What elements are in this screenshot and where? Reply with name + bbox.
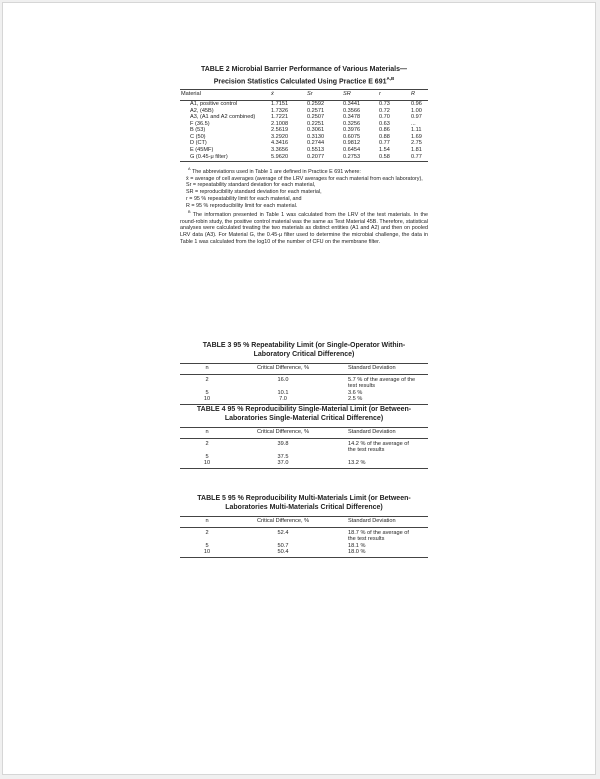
value-cell: 0.72 bbox=[379, 107, 390, 114]
critical-difference-cell: 50.4 bbox=[234, 549, 332, 557]
value-cell: 0.2744 bbox=[307, 140, 325, 147]
value-cell: 3.3656 bbox=[271, 147, 289, 154]
value-cell: 0.77 bbox=[379, 140, 390, 147]
footnote-a-line: x̄ = average of cell averages (average of the LRV averages for each material from each laboratory), bbox=[186, 175, 423, 182]
footnote-a: $^A$ The abbreviations used in Table 1 are defined in Practice E 691 where: bbox=[188, 167, 361, 176]
material-cell: F (36.5) bbox=[190, 120, 210, 127]
table-4-header-row bbox=[180, 428, 428, 439]
col-standard-deviation: Standard Deviation bbox=[332, 517, 428, 528]
material-cell: C (50) bbox=[190, 133, 206, 140]
value-cell: 0.3061 bbox=[307, 127, 325, 134]
col-standard-deviation: Standard Deviation bbox=[332, 428, 428, 439]
value-cell: 0.9812 bbox=[343, 140, 361, 147]
col-critical-difference: Critical Difference, % bbox=[234, 364, 332, 375]
value-cell: 0.70 bbox=[379, 114, 390, 121]
n-cell: 2 bbox=[205, 529, 209, 536]
table-row bbox=[180, 154, 428, 162]
value-cell: 0.6075 bbox=[343, 133, 361, 140]
critical-difference-cell: 10.1 bbox=[277, 389, 289, 396]
critical-difference-cell: 7.0 bbox=[234, 396, 332, 404]
value-cell: 0.6454 bbox=[343, 147, 361, 154]
critical-difference-cell: 39.8 bbox=[277, 440, 289, 447]
table-row bbox=[180, 549, 428, 557]
table-2-caption-line1: TABLE 2 Microbial Barrier Performance of Various Materials— bbox=[200, 66, 408, 73]
table-row bbox=[180, 100, 428, 107]
value-cell: 1.7326 bbox=[271, 107, 289, 114]
value-cell: 5.9620 bbox=[270, 154, 306, 162]
col-r-repro: R bbox=[410, 90, 428, 101]
value-cell: 0.73 bbox=[379, 100, 390, 107]
col-critical-difference: Critical Difference, % bbox=[234, 428, 332, 439]
value-cell: 0.97 bbox=[411, 114, 422, 121]
value-cell: 3.2920 bbox=[271, 133, 289, 140]
table-2 bbox=[180, 89, 428, 162]
table-4 bbox=[180, 427, 428, 469]
standard-deviation-cell: 14.2 % of the average of the test results bbox=[348, 440, 409, 454]
col-r: r bbox=[378, 90, 410, 101]
value-cell: 0.77 bbox=[410, 154, 428, 162]
material-cell: D (CT) bbox=[190, 140, 207, 147]
material-cell: B (53) bbox=[190, 127, 206, 134]
value-cell: 0.58 bbox=[378, 154, 410, 162]
table-2-caption bbox=[180, 65, 428, 86]
value-cell: 0.96 bbox=[411, 100, 422, 107]
table-3-caption: TABLE 3 95 % Repeatability Limit (or Single-Operator Within-Laboratory Critical Difference) bbox=[202, 342, 406, 358]
table-5 bbox=[180, 516, 428, 558]
table-4-caption: TABLE 4 95 % Reproducibility Single-Material Limit (or Between-Laboratories Single-Material Critical Difference) bbox=[196, 406, 412, 422]
footnote-a-line: R = 95 % reproducibility limit for each material. bbox=[186, 202, 298, 209]
table-row bbox=[180, 438, 428, 454]
table-2-block bbox=[180, 65, 428, 246]
table-row bbox=[180, 543, 428, 550]
table-row bbox=[180, 374, 428, 390]
table-4-block bbox=[180, 405, 428, 469]
value-cell: 0.63 bbox=[379, 120, 390, 127]
critical-difference-cell: 16.0 bbox=[277, 376, 289, 383]
value-cell: 0.2077 bbox=[306, 154, 342, 162]
table-5-body bbox=[180, 527, 428, 557]
value-cell: 0.88 bbox=[379, 133, 390, 140]
standard-deviation-cell: 2.5 % bbox=[332, 396, 428, 404]
value-cell: 2.75 bbox=[411, 140, 422, 147]
value-cell: 0.3441 bbox=[343, 100, 361, 107]
value-cell: 1.7221 bbox=[271, 114, 289, 121]
table-row bbox=[180, 396, 428, 404]
value-cell: 0.3130 bbox=[307, 133, 325, 140]
value-cell: 0.5513 bbox=[307, 147, 325, 154]
col-sr: Sr bbox=[306, 90, 342, 101]
table-row bbox=[180, 114, 428, 121]
table-row bbox=[180, 454, 428, 461]
standard-deviation-cell: 5.7 % of the average of the test results bbox=[348, 376, 416, 390]
table-row bbox=[180, 527, 428, 543]
value-cell: 2.1008 bbox=[271, 120, 289, 127]
table-5-header-row bbox=[180, 517, 428, 528]
value-cell: 0.86 bbox=[379, 127, 390, 134]
material-cell: G (0.45-μ filter) bbox=[180, 154, 270, 162]
col-xbar: x̄ bbox=[270, 90, 306, 101]
value-cell: ... bbox=[411, 120, 416, 127]
value-cell: 1.69 bbox=[411, 133, 422, 140]
table-row bbox=[180, 108, 428, 115]
table-row bbox=[180, 127, 428, 134]
col-n: n bbox=[180, 364, 234, 375]
table-row bbox=[180, 134, 428, 141]
critical-difference-cell: 52.4 bbox=[277, 529, 289, 536]
n-cell: 2 bbox=[205, 440, 209, 447]
table-row bbox=[180, 147, 428, 154]
col-sr-repro: SR bbox=[342, 90, 378, 101]
table-row bbox=[180, 390, 428, 397]
material-cell: A1, positive control bbox=[190, 100, 238, 107]
value-cell: 0.3478 bbox=[343, 114, 361, 121]
standard-deviation-cell bbox=[332, 454, 428, 461]
col-material: Material bbox=[180, 90, 270, 101]
n-cell: 10 bbox=[180, 396, 234, 404]
col-critical-difference: Critical Difference, % bbox=[234, 517, 332, 528]
standard-deviation-cell: 3.6 % bbox=[348, 389, 363, 396]
value-cell: 0.3566 bbox=[343, 107, 361, 114]
material-cell: E (45MF) bbox=[190, 147, 214, 154]
table-3-block bbox=[180, 341, 428, 405]
material-cell: A3, (A1 and A2 combined) bbox=[190, 114, 256, 121]
table-3-body bbox=[180, 374, 428, 404]
value-cell: 0.3256 bbox=[343, 120, 361, 127]
n-cell: 2 bbox=[205, 376, 209, 383]
col-n: n bbox=[180, 428, 234, 439]
n-cell: 10 bbox=[180, 460, 234, 468]
table-5-caption: TABLE 5 95 % Reproducibility Multi-Materials Limit (or Between-Laboratories Multi-Materials Critical Difference) bbox=[197, 495, 411, 511]
value-cell: 0.2507 bbox=[307, 114, 325, 121]
n-cell: 5 bbox=[205, 453, 209, 460]
col-n: n bbox=[180, 517, 234, 528]
material-cell: A2, (45B) bbox=[190, 107, 214, 114]
table-2-caption-line2: Precision Statistics Calculated Using Practice E $691^{A,B}$ bbox=[213, 76, 395, 86]
col-standard-deviation: Standard Deviation bbox=[332, 364, 428, 375]
critical-difference-cell: 37.0 bbox=[234, 460, 332, 468]
n-cell: 5 bbox=[205, 389, 209, 396]
value-cell: 1.00 bbox=[411, 107, 422, 114]
footnote-a-line: Sr = repeatability standard deviation for each material, bbox=[186, 182, 316, 189]
value-cell: 1.11 bbox=[411, 127, 422, 134]
table-2-body bbox=[180, 100, 428, 161]
value-cell: 0.3976 bbox=[343, 127, 361, 134]
standard-deviation-cell: 18.7 % of the average of the test results bbox=[348, 529, 409, 543]
table-row bbox=[180, 460, 428, 468]
standard-deviation-cell: 18.0 % bbox=[332, 549, 428, 557]
critical-difference-cell: 50.7 bbox=[277, 542, 289, 549]
standard-deviation-cell: 13.2 % bbox=[332, 460, 428, 468]
document-page bbox=[2, 2, 596, 775]
footnote-a-line: r = 95 % repeatability limit for each material, and bbox=[186, 195, 302, 202]
footnote-a-line: SR = reproducibility standard deviation for each material, bbox=[186, 189, 322, 196]
table-4-body bbox=[180, 438, 428, 468]
table-3-header-row bbox=[180, 364, 428, 375]
value-cell: 2.5619 bbox=[271, 127, 289, 134]
n-cell: 5 bbox=[205, 542, 209, 549]
value-cell: 1.54 bbox=[379, 147, 390, 154]
value-cell: 0.2592 bbox=[307, 100, 325, 107]
value-cell: 0.2571 bbox=[307, 107, 325, 114]
value-cell: 0.2251 bbox=[307, 120, 325, 127]
value-cell: 0.2753 bbox=[342, 154, 378, 162]
table-5-block bbox=[180, 494, 428, 558]
value-cell: 1.81 bbox=[411, 147, 422, 154]
n-cell: 10 bbox=[180, 549, 234, 557]
value-cell: 4.3416 bbox=[271, 140, 289, 147]
standard-deviation-cell: 18.1 % bbox=[348, 542, 366, 549]
table-row bbox=[180, 140, 428, 147]
footnote-b: $^B$ The information presented in Table 1 was calculated from the LRV of the test materials. In the round-robin study, the positive control material was the same as Test Material 45B. Therefore, statistical analyses were calculated treating the two materials as distinct entities (A1 and A2) and then on pooled LRV data (A3). For Material G, the 0.45-μ filter used to determine the microbial challenge, the data in Table 1 was calculated from the log10 of the number of CFU on the membrane filter. bbox=[180, 210, 428, 245]
critical-difference-cell: 37.5 bbox=[277, 453, 289, 460]
table-2-footnotes bbox=[180, 166, 428, 245]
table-row bbox=[180, 121, 428, 128]
table-3 bbox=[180, 363, 428, 405]
value-cell: 1.7151 bbox=[271, 100, 289, 107]
table-2-header-row bbox=[180, 90, 428, 101]
